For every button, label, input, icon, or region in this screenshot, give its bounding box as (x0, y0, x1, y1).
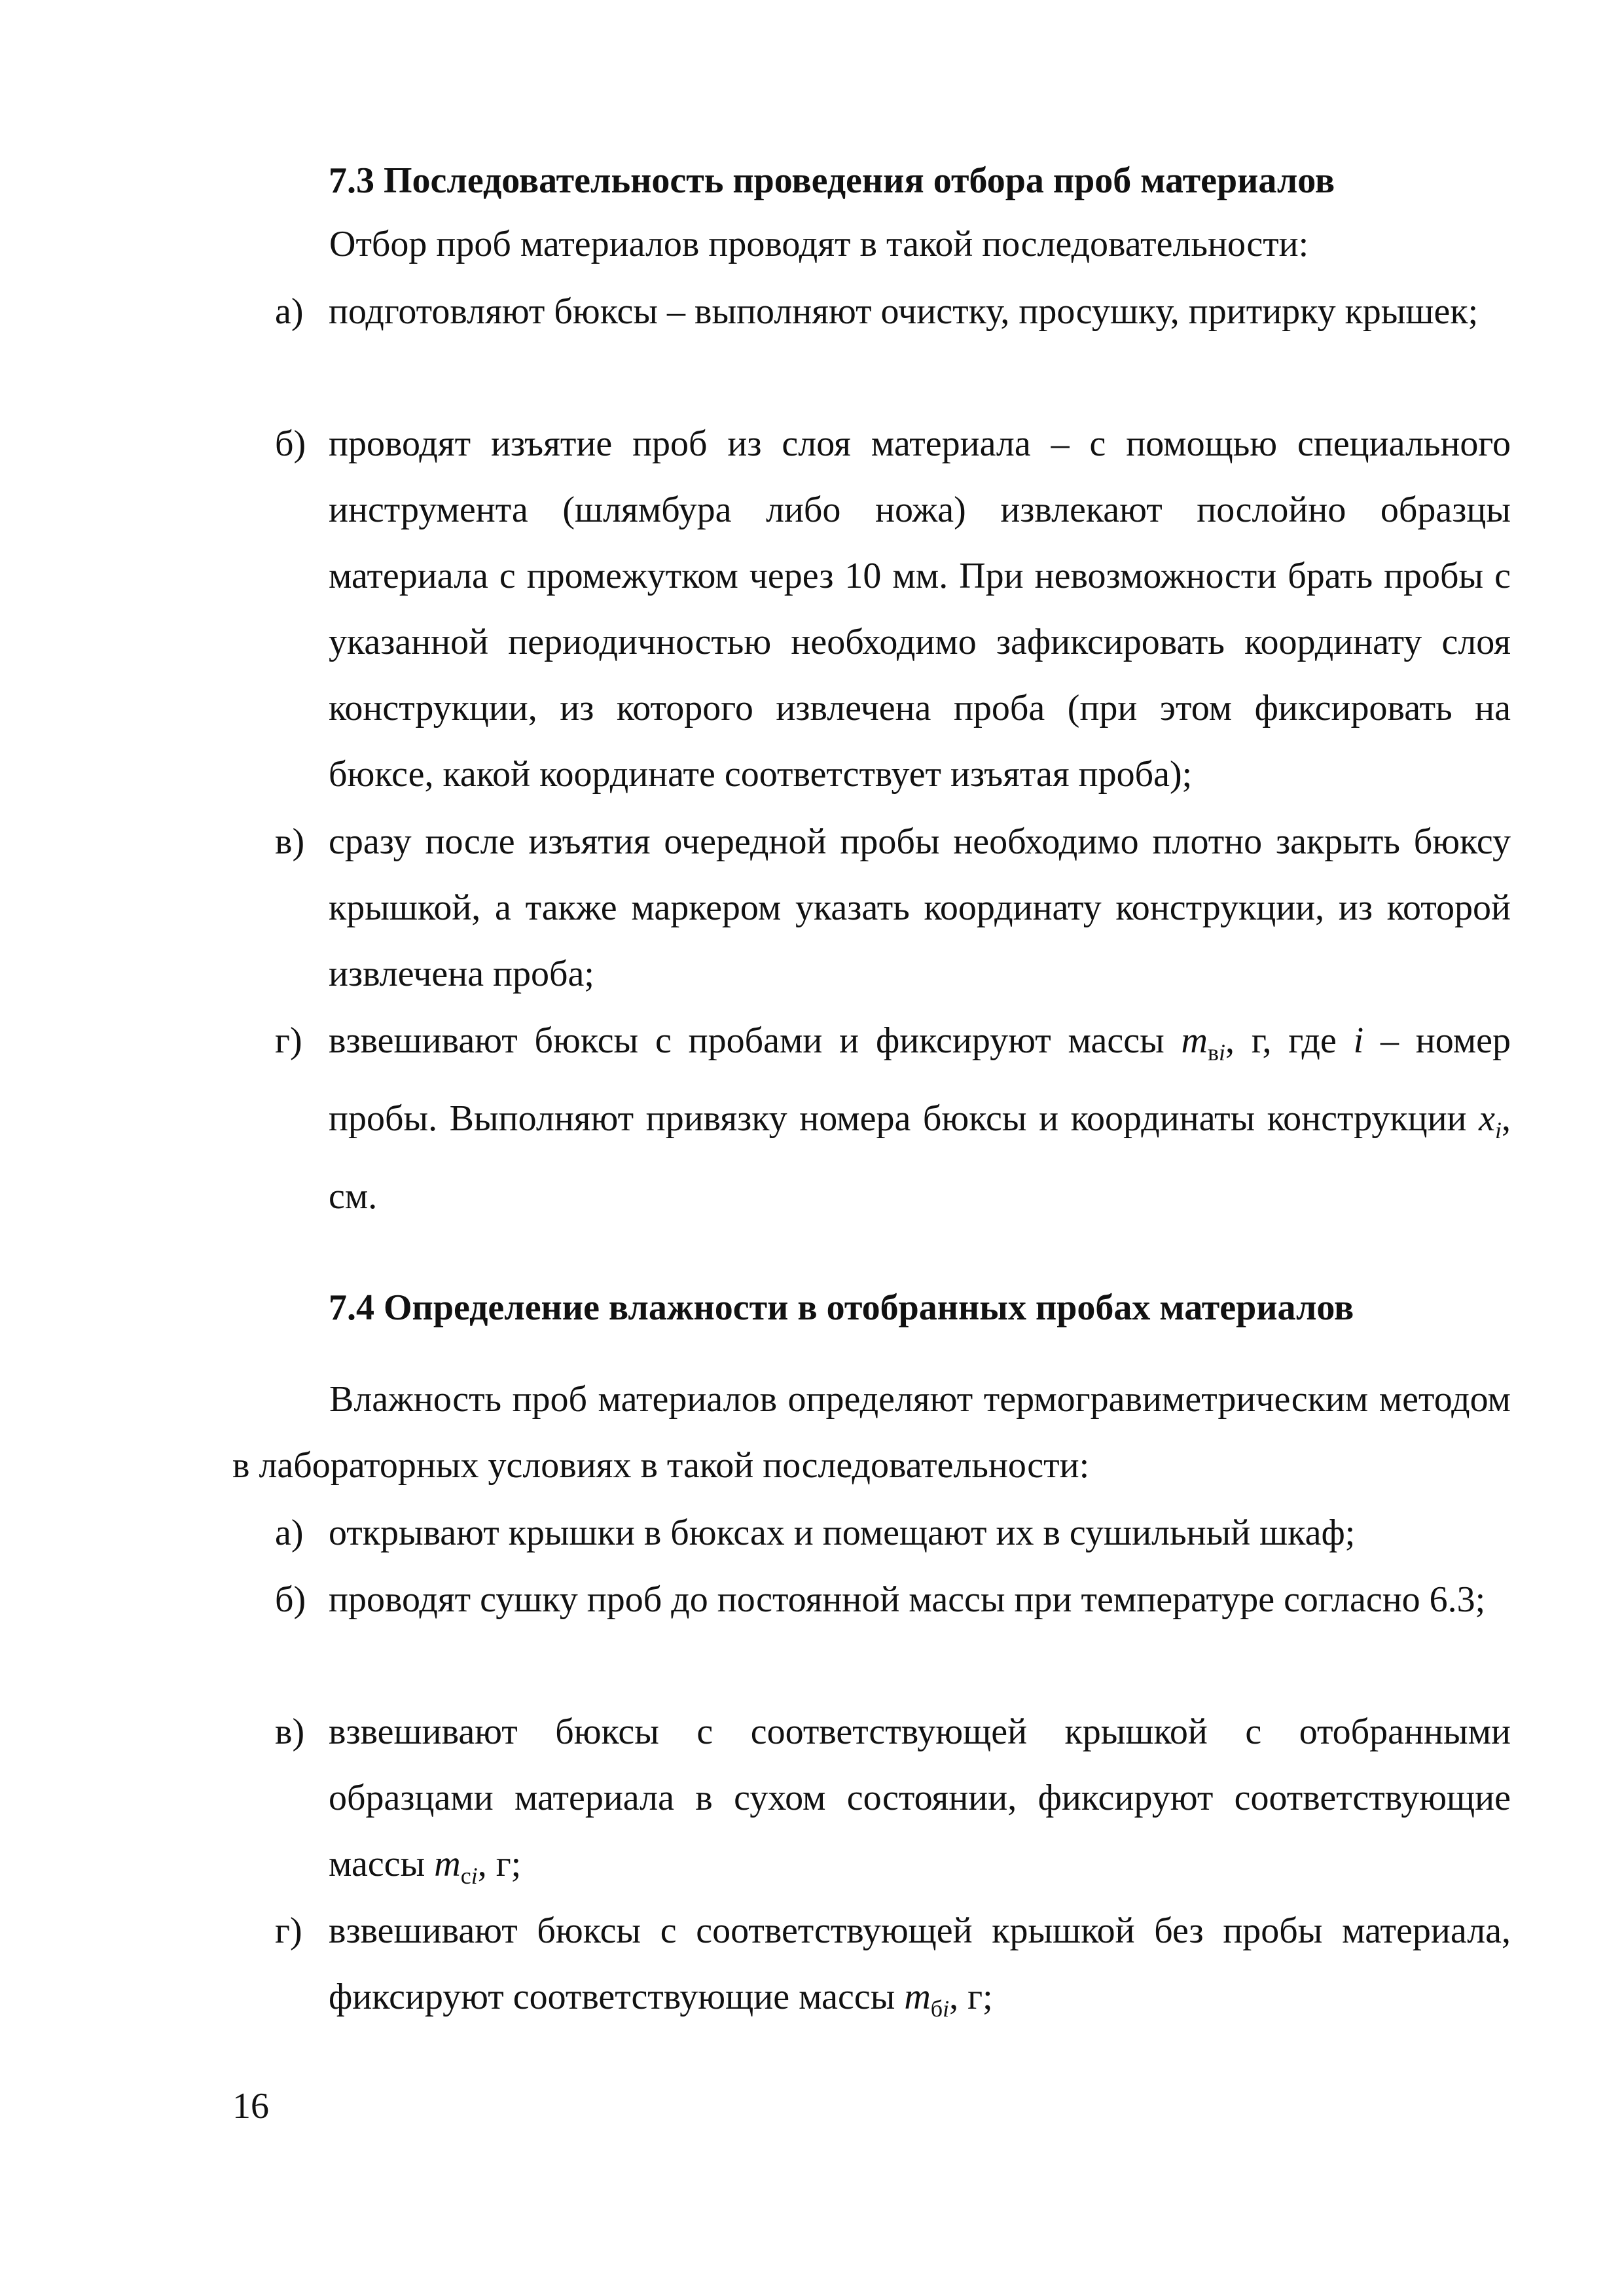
list-marker: а) (275, 291, 304, 332)
list-item-7-3-v (275, 809, 1511, 1007)
list-item-7-4-a (275, 1500, 1511, 1566)
section-7-3-intro: Отбор проб материалов проводят в такой последовательности: (329, 224, 1309, 264)
page-number: 16 (232, 2086, 269, 2126)
list-marker: в) (275, 821, 305, 862)
list-item-text: взвешивают бюксы с соответствующей крышкой без пробы материала, фиксируют соответствующие массы $m_{бi}$, г; (329, 1910, 1511, 2022)
section-heading-7-3: 7.3 Последовательность проведения отбора проб материалов (329, 160, 1335, 201)
list-marker: б) (275, 423, 306, 464)
mass-variable: $m_{бi}$ (904, 1977, 950, 2022)
list-item-7-3-b (275, 411, 1511, 808)
list-item-7-3-g (275, 1008, 1511, 1230)
list-item-7-4-v (275, 1699, 1511, 1909)
list-marker: в) (275, 1712, 305, 1752)
index-variable: i (1353, 1020, 1364, 1061)
mass-variable: $m_{вi}$ (1181, 1020, 1226, 1066)
list-item-7-3-a (275, 279, 1511, 345)
list-marker: г) (275, 1020, 302, 1061)
list-item-7-4-g (275, 1898, 1511, 2042)
list-item-text: проводят сушку проб до постоянной массы при температуре согласно 6.3; (329, 1579, 1486, 1620)
list-marker: г) (275, 1910, 302, 1951)
list-item-text: подготовляют бюксы – выполняют очистку, просушку, притирку крышек; (329, 291, 1479, 332)
list-item-text: взвешивают бюксы с пробами и фиксируют массы $m_{вi}$, г, где i – номер пробы. Выполняют привязку номера бюксы и координаты конструкции $x_i$, см. (329, 1020, 1511, 1217)
list-item-text: открывают крышки в бюксах и помещают их в сушильный шкаф; (329, 1513, 1356, 1553)
list-item-text: взвешивают бюксы с соответствующей крышкой с отобранными образцами материала в сухом состоянии, фиксируют соответствующие массы $m_{ci}$, г; (329, 1712, 1511, 1889)
list-item-text: сразу после изъятия очередной пробы необходимо плотно закрыть бюксу крышкой, а также маркером указать координату конструкции, из которой извлечена проба; (329, 821, 1511, 994)
list-item-7-4-b (275, 1567, 1511, 1633)
mass-variable: $m_{ci}$ (434, 1844, 478, 1889)
section-7-4-intro: Влажность проб материалов определяют термогравиметрическим методом в лабораторных условиях в такой последовательности: (232, 1379, 1511, 1486)
list-marker: а) (275, 1513, 304, 1553)
section-heading-7-4: 7.4 Определение влажности в отобранных пробах материалов (329, 1287, 1354, 1328)
coordinate-variable: $x_i$ (1479, 1098, 1502, 1143)
list-marker: б) (275, 1579, 306, 1620)
list-item-text: проводят изъятие проб из слоя материала – с помощью специального инструмента (шлямбура либо ножа) извлекают послойно образцы материала с промежутком через 10 мм. При невозможности брать пробы с указанной периодичностью необходимо зафиксировать координату слоя конструкции, из которого извлечена проба (при этом фиксировать на бюксе, какой координате соответствует изъятая проба); (329, 423, 1511, 795)
